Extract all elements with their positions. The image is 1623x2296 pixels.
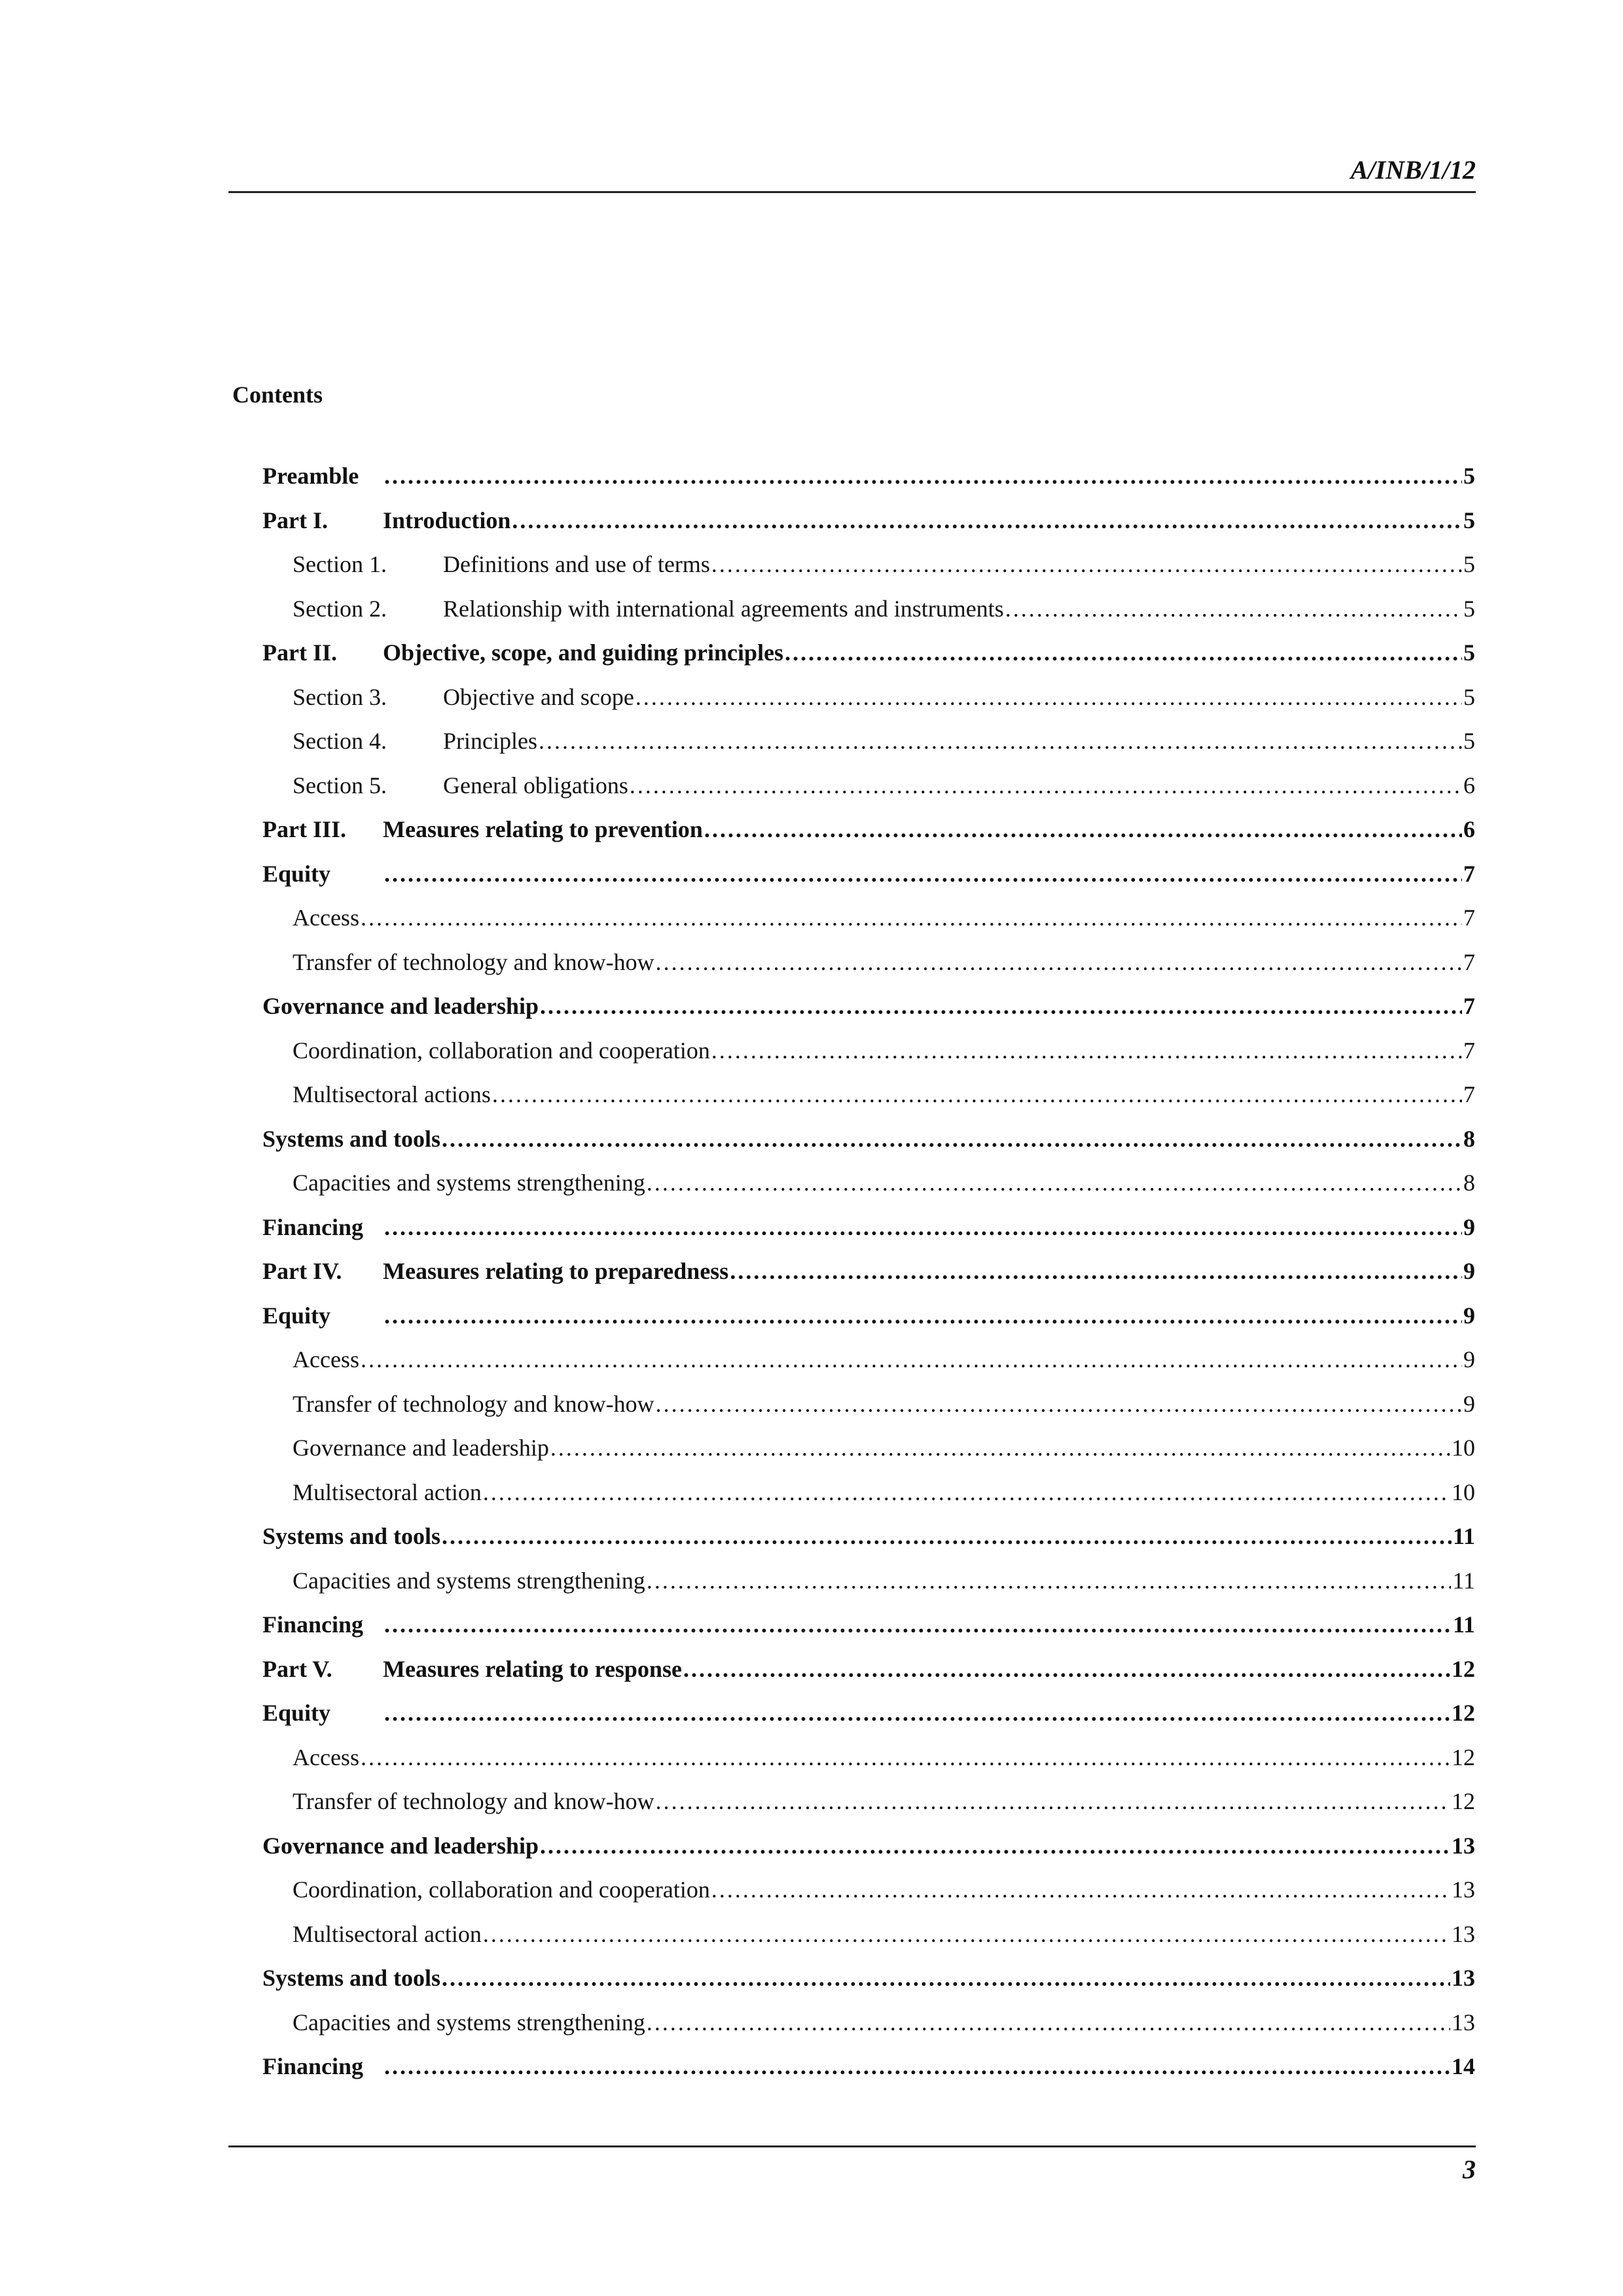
toc-entry[interactable]	[262, 1647, 1475, 1692]
dot-leader	[630, 764, 1462, 808]
dot-leader	[711, 543, 1462, 587]
toc-entry-title: Capacities and systems strengthening	[293, 2009, 645, 2036]
dot-leader	[711, 1868, 1450, 1912]
toc-entry[interactable]	[262, 454, 1475, 499]
toc-entry-page: 14	[1452, 2053, 1475, 2079]
page-footer	[228, 2145, 1476, 2184]
toc-entry-page: 9	[1463, 1346, 1475, 1372]
toc-entry-label: Section 5.	[293, 772, 387, 798]
toc-entry-title: Systems and tools	[262, 1523, 441, 1549]
dot-leader	[540, 1824, 1450, 1869]
toc-entry-title: Objective and scope	[443, 683, 634, 710]
toc-entry[interactable]	[262, 1161, 1475, 1206]
toc-entry[interactable]	[262, 1691, 1475, 1736]
dot-leader	[442, 1515, 1452, 1559]
dot-leader	[683, 1647, 1450, 1692]
toc-entry-page: 12	[1452, 1700, 1475, 1726]
toc-entry-page: 7	[1463, 860, 1475, 887]
toc-entry-title: Systems and tools	[262, 1125, 441, 1152]
toc-entry[interactable]	[262, 1338, 1475, 1382]
dot-leader	[384, 454, 1462, 499]
table-of-contents	[262, 454, 1475, 2089]
dot-leader	[656, 1780, 1450, 1824]
dot-leader	[539, 719, 1462, 764]
toc-entry-page: 8	[1463, 1125, 1475, 1152]
toc-entry[interactable]	[262, 719, 1475, 764]
toc-entry-label: Financing	[262, 1213, 364, 1240]
dot-leader	[384, 1603, 1452, 1647]
toc-entry-page: 13	[1452, 1832, 1475, 1859]
dot-leader	[384, 1294, 1462, 1338]
dot-leader	[647, 1559, 1451, 1604]
toc-entry-page: 5	[1463, 683, 1475, 710]
toc-entry-title: Transfer of technology and know-how	[293, 1788, 654, 1814]
toc-entry-label: Equity	[262, 1700, 331, 1726]
toc-entry-page: 10	[1452, 1435, 1475, 1461]
toc-entry-label: Part IV.	[262, 1258, 342, 1284]
toc-entry-label: Part I.	[262, 507, 328, 533]
toc-entry[interactable]	[262, 1426, 1475, 1471]
toc-entry[interactable]	[262, 1471, 1475, 1515]
dot-leader	[647, 2001, 1450, 2045]
toc-entry-title: Relationship with international agreements and instruments	[443, 595, 1004, 622]
toc-entry-title: Governance and leadership	[262, 993, 539, 1019]
toc-entry-title: Objective, scope, and guiding principles	[383, 639, 784, 666]
toc-entry-title: Transfer of technology and know-how	[293, 1390, 654, 1417]
toc-entry[interactable]	[262, 1206, 1475, 1250]
toc-entry[interactable]	[262, 1780, 1475, 1824]
toc-entry-title: Governance and leadership	[262, 1832, 539, 1859]
toc-entry-title: Governance and leadership	[293, 1435, 549, 1461]
toc-entry-label: Section 1.	[293, 551, 387, 577]
toc-entry[interactable]	[262, 543, 1475, 587]
toc-entry-page: 7	[1463, 905, 1475, 931]
toc-entry[interactable]	[262, 896, 1475, 941]
toc-entry-page: 8	[1463, 1170, 1475, 1196]
dot-leader	[785, 631, 1462, 675]
toc-entry-title: Access	[293, 1346, 359, 1372]
dot-leader	[492, 1073, 1462, 1117]
dot-leader	[384, 2045, 1450, 2089]
toc-entry-title: Capacities and systems strengthening	[293, 1170, 645, 1196]
dot-leader	[442, 1956, 1450, 2001]
toc-entry-title: Multisectoral action	[293, 1479, 482, 1505]
toc-entry-label: Section 2.	[293, 595, 387, 622]
toc-entry-title: Principles	[443, 728, 537, 754]
toc-entry-page: 11	[1452, 1611, 1475, 1638]
toc-entry-page: 5	[1463, 463, 1475, 489]
dot-leader	[635, 675, 1462, 720]
toc-entry[interactable]	[262, 1824, 1475, 1869]
toc-entry-page: 5	[1463, 551, 1475, 577]
toc-entry[interactable]	[262, 1603, 1475, 1647]
toc-entry-label: Section 4.	[293, 728, 387, 754]
toc-entry-page: 12	[1452, 1744, 1475, 1770]
toc-entry-label: Part III.	[262, 816, 346, 842]
toc-entry-page: 6	[1463, 772, 1475, 798]
toc-entry-page: 13	[1452, 1965, 1475, 1991]
dot-leader	[512, 499, 1462, 543]
toc-entry-page: 7	[1463, 948, 1475, 975]
toc-entry[interactable]	[262, 1559, 1475, 1604]
toc-entry-page: 7	[1463, 1037, 1475, 1064]
toc-entry[interactable]	[262, 1249, 1475, 1294]
toc-entry-page: 5	[1463, 595, 1475, 622]
toc-entry[interactable]	[262, 631, 1475, 675]
toc-entry-title: Coordination, collaboration and cooperation	[293, 1876, 710, 1903]
toc-entry-title: Measures relating to prevention	[383, 816, 703, 842]
toc-entry-title: Measures relating to response	[383, 1655, 682, 1682]
dot-leader	[483, 1471, 1450, 1515]
toc-entry[interactable]	[262, 808, 1475, 852]
toc-entry[interactable]	[262, 984, 1475, 1029]
dot-leader	[384, 1691, 1450, 1736]
page-number: 3	[1463, 2155, 1476, 2184]
dot-leader	[361, 1736, 1450, 1780]
dot-leader	[384, 852, 1462, 897]
dot-leader	[1005, 587, 1462, 632]
toc-entry[interactable]	[262, 2045, 1475, 2089]
toc-entry[interactable]	[262, 499, 1475, 543]
toc-entry[interactable]	[262, 1382, 1475, 1427]
toc-entry-label: Financing	[262, 2053, 364, 2079]
toc-entry-page: 5	[1463, 728, 1475, 754]
toc-entry-page: 9	[1463, 1302, 1475, 1329]
toc-entry[interactable]	[262, 1294, 1475, 1338]
toc-entry-page: 6	[1463, 816, 1475, 842]
toc-entry-page: 12	[1452, 1788, 1475, 1814]
toc-entry[interactable]	[262, 764, 1475, 808]
toc-entry-label: Financing	[262, 1611, 364, 1638]
toc-entry-title: Multisectoral actions	[293, 1081, 491, 1107]
toc-entry-label: Equity	[262, 860, 331, 887]
toc-entry-page: 10	[1452, 1479, 1475, 1505]
toc-entry-page: 11	[1452, 1567, 1475, 1594]
toc-entry[interactable]	[262, 852, 1475, 897]
toc-entry-page: 12	[1452, 1655, 1475, 1682]
toc-entry-title: Measures relating to preparedness	[383, 1258, 729, 1284]
toc-entry-page: 13	[1452, 1876, 1475, 1903]
toc-entry-title: Introduction	[383, 507, 511, 533]
dot-leader	[384, 1206, 1462, 1250]
toc-entry-page: 13	[1452, 1920, 1475, 1947]
toc-entry[interactable]	[262, 1736, 1475, 1780]
toc-entry[interactable]	[262, 675, 1475, 720]
toc-entry-title: Access	[293, 905, 359, 931]
toc-entry-label: Section 3.	[293, 683, 387, 710]
dot-leader	[540, 984, 1462, 1029]
toc-entry-page: 11	[1452, 1523, 1475, 1549]
toc-entry-title: Transfer of technology and know-how	[293, 948, 654, 975]
dot-leader	[483, 1912, 1450, 1957]
dot-leader	[647, 1161, 1462, 1206]
toc-entry-label: Preamble	[262, 463, 359, 489]
toc-entry-title: Access	[293, 1744, 359, 1770]
toc-entry[interactable]	[262, 1912, 1475, 1957]
contents-heading: Contents	[232, 382, 323, 408]
toc-entry-title: Systems and tools	[262, 1965, 441, 1991]
dot-leader	[361, 896, 1462, 941]
toc-entry-title: Coordination, collaboration and cooperation	[293, 1037, 710, 1064]
toc-entry-title: General obligations	[443, 772, 628, 798]
toc-entry[interactable]	[262, 1956, 1475, 2001]
toc-entry-page: 7	[1463, 1081, 1475, 1107]
toc-entry-title: Definitions and use of terms	[443, 551, 710, 577]
dot-leader	[550, 1426, 1450, 1471]
dot-leader	[711, 1029, 1462, 1073]
toc-entry-label: Equity	[262, 1302, 331, 1329]
toc-entry-page: 5	[1463, 639, 1475, 666]
dot-leader	[704, 808, 1462, 852]
toc-entry[interactable]	[262, 941, 1475, 985]
document-symbol: A/INB/1/12	[1350, 155, 1476, 185]
toc-entry-page: 9	[1463, 1258, 1475, 1284]
toc-entry[interactable]	[262, 1117, 1475, 1162]
toc-entry-page: 5	[1463, 507, 1475, 533]
toc-entry[interactable]	[262, 1073, 1475, 1117]
toc-entry-page: 9	[1463, 1213, 1475, 1240]
toc-entry[interactable]	[262, 587, 1475, 632]
dot-leader	[656, 941, 1462, 985]
toc-entry-label: Part II.	[262, 639, 337, 666]
toc-entry-title: Capacities and systems strengthening	[293, 1567, 645, 1594]
dot-leader	[442, 1117, 1462, 1162]
toc-entry[interactable]	[262, 2001, 1475, 2045]
page-header	[228, 152, 1476, 193]
toc-entry-label: Part V.	[262, 1655, 332, 1682]
toc-entry-page: 7	[1463, 993, 1475, 1019]
dot-leader	[730, 1249, 1462, 1294]
dot-leader	[361, 1338, 1462, 1382]
toc-entry[interactable]	[262, 1868, 1475, 1912]
toc-entry[interactable]	[262, 1515, 1475, 1559]
toc-entry-title: Multisectoral action	[293, 1920, 482, 1947]
toc-entry-page: 9	[1463, 1390, 1475, 1417]
toc-entry-page: 13	[1452, 2009, 1475, 2036]
dot-leader	[656, 1382, 1462, 1427]
toc-entry[interactable]	[262, 1029, 1475, 1073]
